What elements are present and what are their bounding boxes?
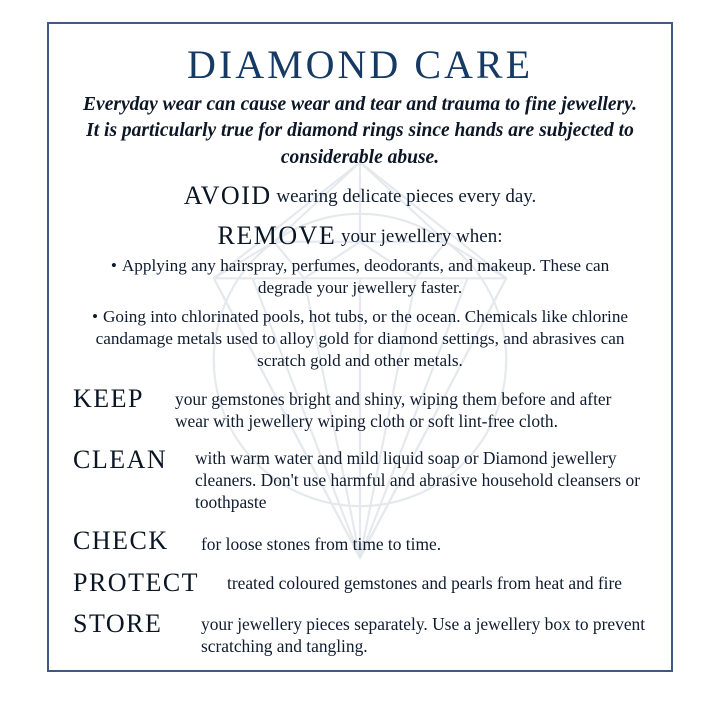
section-check — [73, 526, 647, 556]
bullet-marker: • — [110, 255, 117, 275]
keep-text: your gemstones bright and shiny, wiping them before and after wear with jewellery wiping cloth or soft lint-free cloth. — [175, 389, 612, 431]
clean-text: with warm water and mild liquid soap or Diamond jewellery cleaners. Don't use harmful and abrasive household cleansers or toothpaste — [195, 447, 640, 512]
avoid-line — [63, 181, 657, 211]
store-keyword: STORE — [73, 609, 163, 639]
bullet-marker: • — [91, 306, 98, 326]
avoid-keyword: AVOID — [183, 180, 272, 210]
section-keep — [73, 384, 647, 433]
card-content — [49, 44, 671, 658]
diamond-care-card — [47, 22, 673, 672]
section-store — [73, 609, 647, 658]
remove-keyword: REMOVE — [217, 220, 337, 250]
list-item-text: Applying any hairspray, perfumes, deodorants, and makeup. These can degrade your jewellery faster. — [121, 255, 610, 297]
intro-paragraph: Everyday wear can cause wear and tear and trauma to fine jewellery. It is particularly true for diamond rings since hands are subjected to considerable abuse. — [83, 94, 637, 168]
protect-keyword: PROTECT — [73, 567, 200, 597]
list-item — [87, 306, 633, 372]
check-keyword: CHECK — [73, 525, 169, 555]
remove-text: your jewellery when: — [341, 225, 503, 247]
protect-text: treated coloured gemstones and pearls from heat and fire — [227, 572, 622, 593]
check-text: for loose stones from time to time. — [201, 533, 442, 554]
clean-keyword: CLEAN — [73, 444, 168, 474]
remove-bullet-list — [87, 255, 633, 372]
list-item-text: Going into chlorinated pools, hot tubs, or the ocean. Chemicals like chlorine candamage metals used to alloy gold for diamond settings, and abrasives can scratch gold and other metals. — [95, 306, 629, 370]
list-item — [87, 255, 633, 299]
remove-line — [63, 221, 657, 251]
page-title: DIAMOND CARE — [187, 42, 533, 87]
keep-keyword: KEEP — [73, 384, 144, 414]
section-protect — [73, 568, 647, 598]
section-clean — [73, 445, 647, 514]
avoid-text: wearing delicate pieces every day. — [276, 185, 537, 207]
store-text: your jewellery pieces separately. Use a jewellery box to prevent scratching and tangling. — [201, 614, 646, 657]
